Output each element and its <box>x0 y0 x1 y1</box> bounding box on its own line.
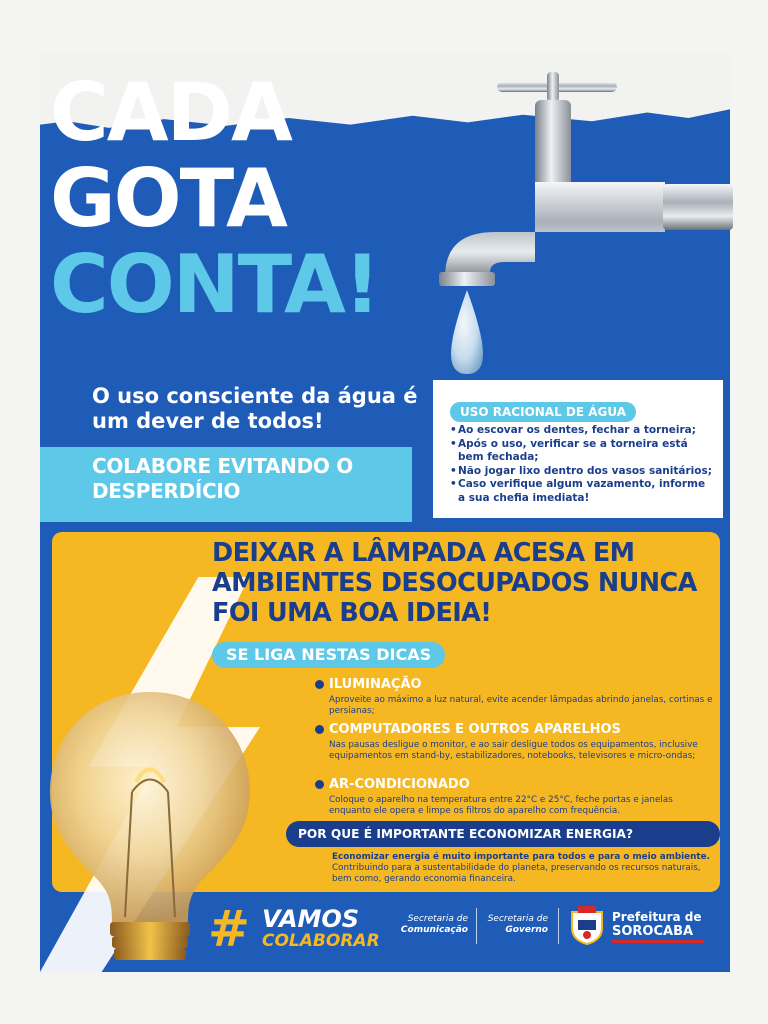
secretaria-comunicacao <box>400 914 468 936</box>
list-item: • Ao escovar os dentes, fechar a torneira; <box>450 424 712 438</box>
subtitle: O uso consciente da água é um dever de todos! <box>92 384 418 433</box>
bullet-icon <box>315 725 324 734</box>
energy-title: DEIXAR A LÂMPADA ACESA EM AMBIENTES DESOCUPADOS NUNCA FOI UMA BOA IDEIA! <box>212 538 697 628</box>
tips-tag: SE LIGA NESTAS DICAS <box>212 642 445 668</box>
list-item: • Após o uso, verificar se a torneira está bem fechada; <box>450 438 712 465</box>
why-body-rest: Contribuindo para a sustentabilidade do planeta, preservando os recursos naturais, bem como, gerando economia financeira. <box>332 863 701 884</box>
bullet-icon <box>315 680 324 689</box>
faucet-icon <box>435 72 768 412</box>
secretaria-governo <box>484 914 548 936</box>
tip-computers <box>315 722 715 762</box>
city-crest-icon <box>568 906 606 946</box>
sec-name: Governo <box>505 925 548 935</box>
headline <box>50 66 379 331</box>
tip-heading: AR-CONDICIONADO <box>329 777 470 792</box>
why-body <box>332 852 712 885</box>
prefeitura-label: Prefeitura de <box>612 910 702 924</box>
hashtag-symbol: # <box>208 900 250 958</box>
sec-name: Comunicação <box>400 925 468 935</box>
prefeitura-underline <box>612 940 704 943</box>
campaign-colaborar: COLABORAR <box>262 931 380 951</box>
sec-label: Secretaria de <box>487 914 548 924</box>
tip-heading: COMPUTADORES E OUTROS APARELHOS <box>329 722 621 737</box>
bullet-icon <box>315 780 324 789</box>
headline-line-1: CADA <box>50 66 291 159</box>
tip-lighting <box>315 677 715 717</box>
tip-air-conditioning <box>315 777 715 817</box>
sec-label: Secretaria de <box>407 914 468 924</box>
colabore-text: COLABORE EVITANDO O DESPERDÍCIO <box>92 454 353 503</box>
campaign-vamos: VAMOS <box>262 905 360 933</box>
why-body-bold: Economizar energia é muito importante para todos e para o meio ambiente. <box>332 852 710 862</box>
water-tips-tag: USO RACIONAL DE ÁGUA <box>450 402 636 422</box>
headline-line-3: CONTA! <box>50 238 379 331</box>
headline-line-2: GOTA <box>50 152 286 245</box>
water-tips-list <box>450 424 712 505</box>
tip-body: Coloque o aparelho na temperatura entre 22°C e 25°C, feche portas e janelas enquanto ele opera e limpe os filtros do aparelho com frequência. <box>329 795 673 816</box>
list-item: • Não jogar lixo dentro dos vasos sanitários; <box>450 465 712 479</box>
tip-heading: ILUMINAÇÃO <box>329 677 422 692</box>
tip-body: Nas pausas desligue o monitor, e ao sair desligue todos os equipamentos, inclusive equipamentos em stand-by, estabilizadores, notebooks, televisores e micro-ondas; <box>329 740 698 761</box>
list-item: • Caso verifique algum vazamento, informe a sua chefia imediata! <box>450 478 712 505</box>
divider <box>476 908 477 944</box>
divider <box>558 908 559 944</box>
tip-body: Aproveite ao máximo a luz natural, evite acender lâmpadas abrindo janelas, cortinas e persianas; <box>329 695 713 716</box>
why-title: POR QUE É IMPORTANTE ECONOMIZAR ENERGIA? <box>298 827 634 841</box>
prefeitura-name: SOROCABA <box>612 924 694 939</box>
